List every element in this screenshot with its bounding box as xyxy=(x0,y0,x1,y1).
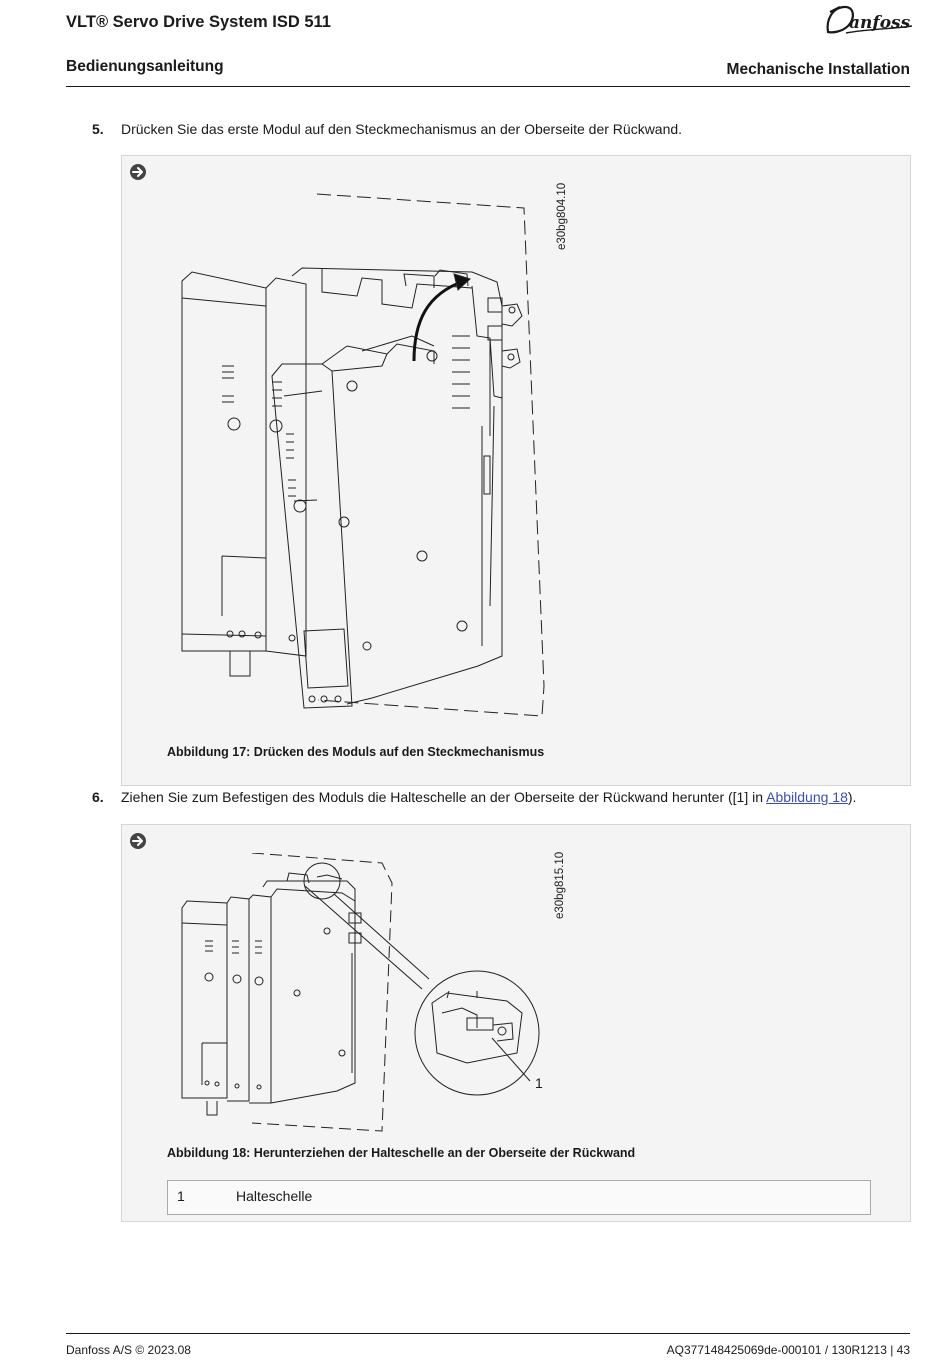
figure-18 xyxy=(121,824,911,1222)
callout-label: 1 xyxy=(535,1075,543,1091)
arrow-right-circle-icon xyxy=(129,832,147,850)
section-title: Mechanische Installation xyxy=(726,61,910,78)
step-number: 6. xyxy=(92,789,104,805)
step-text xyxy=(121,789,856,805)
arrow-right-circle-icon xyxy=(129,163,147,181)
footer-rule xyxy=(66,1333,910,1334)
danfoss-logo xyxy=(822,2,914,38)
figure-code: e30bg815.10 xyxy=(554,851,566,919)
figure-caption: Abbildung 18: Herunterziehen der Halteschelle an der Oberseite der Rückwand xyxy=(167,1146,636,1160)
figure-caption: Abbildung 17: Drücken des Moduls auf den Steckmechanismus xyxy=(167,745,545,759)
legend-value: Halteschelle xyxy=(236,1188,313,1204)
legend-table xyxy=(167,1180,871,1215)
document-subtitle: Bedienungsanleitung xyxy=(66,58,224,75)
header-rule xyxy=(66,86,910,87)
retaining-clip-drawing xyxy=(177,853,557,1133)
footer-doc-id: AQ377148425069de-000101 / 130R1213 | 43 xyxy=(666,1343,910,1357)
document-title: VLT® Servo Drive System ISD 511 xyxy=(66,13,331,31)
step-text-part: Ziehen Sie zum Befestigen des Moduls die Halteschelle an der Oberseite der Rückwand herunter ([1] in xyxy=(121,789,767,805)
figure-code: e30bg804.10 xyxy=(556,182,568,250)
footer-copyright: Danfoss A/S © 2023.08 xyxy=(66,1343,191,1357)
figure-18-link[interactable]: Abbildung 18 xyxy=(766,789,848,805)
figure-17 xyxy=(121,155,911,786)
step-text: Drücken Sie das erste Modul auf den Steckmechanismus an der Oberseite der Rückwand. xyxy=(121,121,683,137)
legend-key: 1 xyxy=(177,1188,185,1204)
servo-module-drawing xyxy=(172,186,562,726)
svg-text:anfoss: anfoss xyxy=(849,13,911,33)
step-text-part: ). xyxy=(847,789,857,805)
step-number: 5. xyxy=(92,121,104,137)
